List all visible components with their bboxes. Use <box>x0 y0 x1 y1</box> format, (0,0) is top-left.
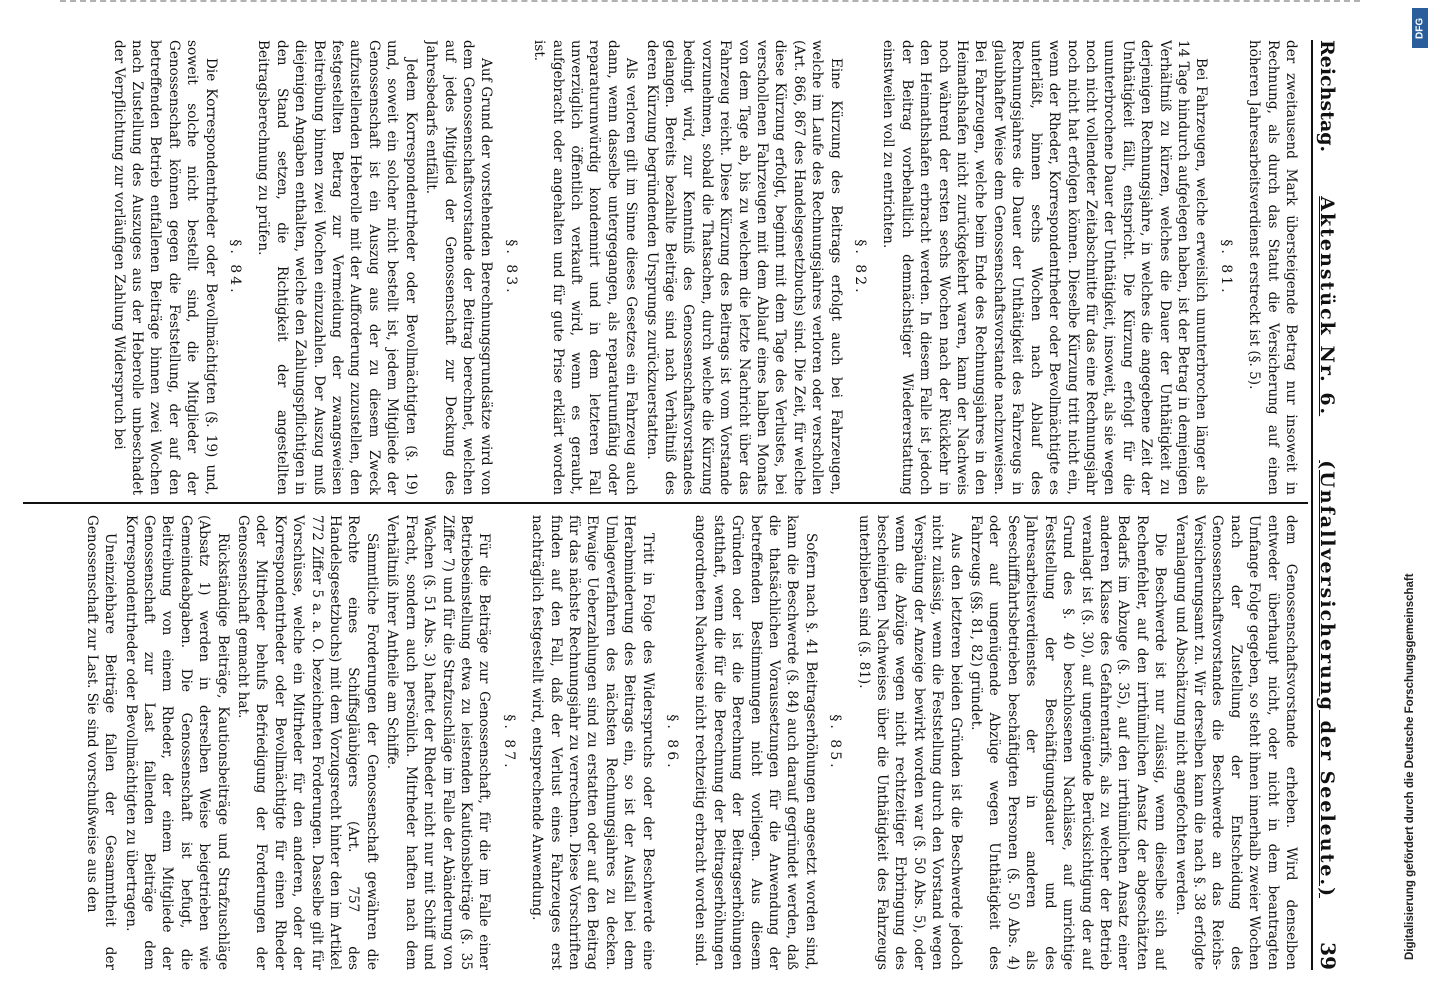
paragraph: Tritt in Folge des Widerspruchs oder der Beschwerde eine Herabminderung des Beitrags ein, so ist der Ausfall bei dem Umlageverfahren des nächsten Rechnungsjahres zu decken. Etwaige Ueberzahlungen sind zu erstatten oder auf den Beitrag für das nächste Rechnungsjahr zu verrechnen. Diese Vorschriften finden auf den Fall, daß der Verlust eines Fahrzeuges erst nachträglich festgestellt wird, entsprechende Anwendung. <box>529 515 656 970</box>
header-right: (Unfallversicherung der Seeleute.) <box>1316 460 1338 899</box>
digitization-credit: Digitalisierung gefördert durch die Deutsche Forschungsgemeinschaft <box>1404 573 1416 960</box>
section-heading: §. 84. <box>227 239 244 296</box>
paragraph: Aus den letzteren beiden Gründen ist die Beschwerde jedoch nicht zulässig, wenn die Feststellung durch den Vorstand wegen Verspätung der Anzeige bewirkt worden war (§. 50 Abs. 5), oder wenn die Abzüge wegen nicht rechtzeitiger Erbringung des bescheinigten Nachweises über die Unthätigkeit des Fahrzeugs unterblieben sind (§. 81). <box>855 515 964 970</box>
paragraph: Bei Fahrzeugen, welche erweislich ununterbrochen länger als 14 Tage hindurch aufgelegen haben, ist der Betrag in demjenigen Verhältniß zu kürzen, welches die Dauer der Unthätigkeit zu derjenigen Rechnungsjahre, in welches die angegebene Zeit der Unthätigkeit fällt, entspricht. Die Kürzung erfolgt für die ununterbrochene Dauer der Unthätigkeit, insoweit, als sie wegen noch nicht vollendeter Zeitabschnitte für das eine Rechnungsjahr noch nicht hat erfolgen können. Dieselbe Kürzung tritt nicht ein, wenn der Rheder, Korrespondentrheder oder Bevollmächtigte es unterläßt, binnen sechs Wochen nach Ablauf des Rechnungsjahres die Dauer der Unthätigkeit des Fahrzeugs in glaubhafter Weise dem Genossenschaftsvorstande nachzuweisen. Bei Fahrzeugen, welche beim Ende des Rechnungsjahres in den Heimathshafen nicht zurückgekehrt waren, kann der Nachweis noch während der ersten sechs Wochen nach der Rückkehr in den Heimathshafen erbracht werden. In diesem Falle ist jedoch der Beitrag vorbehaltlich demnächstiger Wiedererstattung einstweilen voll zu entrichten. <box>880 40 1210 495</box>
paragraph: Rückständige Beiträge, Kautionsbeiträge und Strafzuschläge (Absatz 1) werden in derselben Weise beigetrieben wie Gemeindeabgaben. Die Genossenschaft ist befugt, die Beitreibung von einem Rheder, der einem Mitgliede der Genossenschaft zur Last fallenden Beiträge dem Korrespondentrheder oder Bevollmächtigten zu übertragen. <box>122 515 231 970</box>
paragraph: Eine Kürzung des Beitrags erfolgt auch bei Fahrzeugen, welche im Laufe des Rechnungsjahres verloren oder verschollen (Art. 866, 867 des Handelsgesetzbuchs) sind. Die Zeit, für welche diese Kürzung erfolgt, beginnt mit dem Tage des Verlustes, bei verschollenen Fahrzeugen mit dem Ablauf eines halben Monats von dem Tage ab, bis zu welchem die letzte Nachricht über das Fahrzeug reicht. Diese Kürzung des Beitrags ist vom Vorstande vorzunehmen, sobald die Thatsachen, durch welche die Kürzung bedingt wird, zur Kenntniß des Genossenschaftsvorstandes gelangen. Bereits bezahlte Beiträge sind nach Verhältniß des deren Kürzung begründenden Ursprungs zurückzuerstatten. <box>643 40 844 495</box>
paragraph: Die Korrespondentrheder oder Bevollmächtigten (§. 19) und, soweit solche nicht bestellt sind, die Mitglieder der Genossenschaft können gegen die Feststellung, der auf den betreffenden Betrieb entfallenen Beiträge binnen zwei Wochen nach Zustellung des Auszuges aus der Heberolle unbeschadet der Verpflichtung zur vorläufigen Zahlung Widerspruch bei <box>110 40 219 495</box>
section-heading: §. 82. <box>852 239 869 296</box>
right-column <box>30 515 1300 970</box>
page-number: 39 <box>1316 942 1340 970</box>
paragraph: Sämmtliche Forderungen der Genossenschaft gewähren die Rechte eines Schiffsgläubigers (Art. 757 des Handelsgesetzbuchs) mit dem Vorzugsrecht hinter den im Artikel 772 Ziffer 5 a. a. O. bezeichneten Forderungen. Dasselbe gilt für Vorschüsse, welche ein Mitrheder für den anderen, oder der Korrespondentrheder oder Bevollmächtigte für einen Rheder oder Mitrheder behufs Befriedigung der Forderungen der Genossenschaft gemacht hat. <box>235 515 380 970</box>
section-heading: §. 87. <box>500 714 517 771</box>
paragraph: Sofern nach §. 41 Beitragserhöhungen angesetzt worden sind, kann die Beschwerde (§. 84) auch darauf gegründet werden, daß die thatsächlichen Voraussetzungen für die Anwendung der betreffenden Bestimmungen nicht vorliegen. Aus diesem Gründen oder ist die Berechnung der Beitragserhöhungen statthaft, wenn die für die Berechnung der Beitragserhöhungen angeordneten Nachweise nicht rechtzeitig erbracht worden sind. <box>692 515 819 970</box>
paragraph: Jedem Korrespondentrheder oder Bevollmächtigten (§. 19) und, soweit ein solcher nicht bestellt ist, jedem Mitgliede der Genossenschaft ist ein Auszug aus der zu diesem Zweck aufzustellenden Heberolle mit der Aufforderung zuzustellen, den festgestellten Betrag zur Vermeidung der zwangsweisen Beitreibung binnen zwei Wochen einzuzahlen. Der Auszug muß diejenigen Angaben enthalten, welche den Zahlungspflichtigen in den Stand setzen, die Richtigkeit der angestellten Beitragsberechnung zu prüfen. <box>255 40 419 495</box>
paragraph: Als verloren gilt im Sinne dieses Gesetzes ein Fahrzeug auch dann, wenn dasselbe untergegangen, als reparaturunfähig oder reparaturunwürdig kondemnirt und in dem letzteren Fall unverzüglich öffentlich verkauft wird, wenn es geraubt, aufgebracht oder angehalten und für gute Prise erklärt worden ist. <box>531 40 640 495</box>
paragraph: der zweitausend Mark übersteigende Betrag nur insoweit in Rechnung, als durch das Statut die Versicherung auf einen höheren Jahresarbeitsverdienst erstreckt ist (§. 5). <box>1246 40 1299 495</box>
header-left: Reichstag. <box>1316 40 1338 153</box>
left-column <box>30 40 1300 495</box>
section-heading: §. 86. <box>664 714 680 771</box>
header-center: Aktenstück Nr. 6. <box>1316 196 1338 417</box>
dfg-logo: DFG <box>1412 8 1428 48</box>
page-header <box>1311 40 1350 970</box>
section-heading: §. 83. <box>502 239 519 296</box>
section-heading: §. 85. <box>827 714 844 771</box>
section-heading: §. 81. <box>1217 239 1234 296</box>
paragraph: Auf Grund der vorstehenden Berechnungsgrundsätze wird von dem Genossenschaftsvorstande der Beitrag berechnet, welchen auf jedes Mitglied der Genossenschaft zur Deckung des Jahresbedarfs entfällt. <box>423 40 495 495</box>
paragraph: dem Genossenschaftsvorstande erheben. Wird denselben entweder überhaupt nicht, oder nicht in dem beantragten Umfange Folge gegeben, so steht ihnen innerhalb zweier Wochen nach der Zustellung der Entscheidung des Genossenschaftsvorstandes die Beschwerde an das Reichs-Versicherungsamt zu. Wir derselben kann die nach §. 38 erfolgte Veranlagung und Abschätzung nicht angefochten werden. <box>1172 515 1299 970</box>
paragraph: Für die Beiträge zur Genossenschaft, für die im Falle einer Betriebseinstellung etwa zu leistenden Kautionsbeiträge (§. 35 Ziffer 7) und für die Strafzuschläge im Falle der Abänderung von Wachen (§. 51 Abs. 3) haftet der Rheder nicht nur mit Schiff und Fracht, sondern auch persönlich. Mitrheder haften nach dem Verhältniß ihrer Antheile am Schiffe. <box>384 515 493 970</box>
paragraph: Uneinziehbare Beiträge fallen der Gesammtheit der Genossenschaft zur Last. Sie sind vorschußweise aus den <box>83 515 119 970</box>
paragraph: Die Beschwerde ist nur zulässig, wenn dieselbe sich auf Rechenfehler, auf den irrthümlichen Ansatz der abgeschätzten Bedarfs im Abzuge (§. 35), auf den irrthümlichen Ansatz einer anderen Klasse des Gefahrentarifs, als zu welcher der Betrieb veranlagt ist (§. 30), auf ungenügende Berücksichtigung der auf Grund des §. 40 beschlossenen Nachlässe, auf unrichtige Feststellung der Beschäftigungsdauer und des Jahresarbeitsverdienstes der in anderen als Seeschifffahrtsbetrieben beschäftigten Personen (§. 50 Abs. 4) oder auf ungenügende Abzüge wegen Unthätigkeit des Fahrzeugs (§§. 81, 82) gründet. <box>968 515 1169 970</box>
column-divider <box>23 502 1308 504</box>
